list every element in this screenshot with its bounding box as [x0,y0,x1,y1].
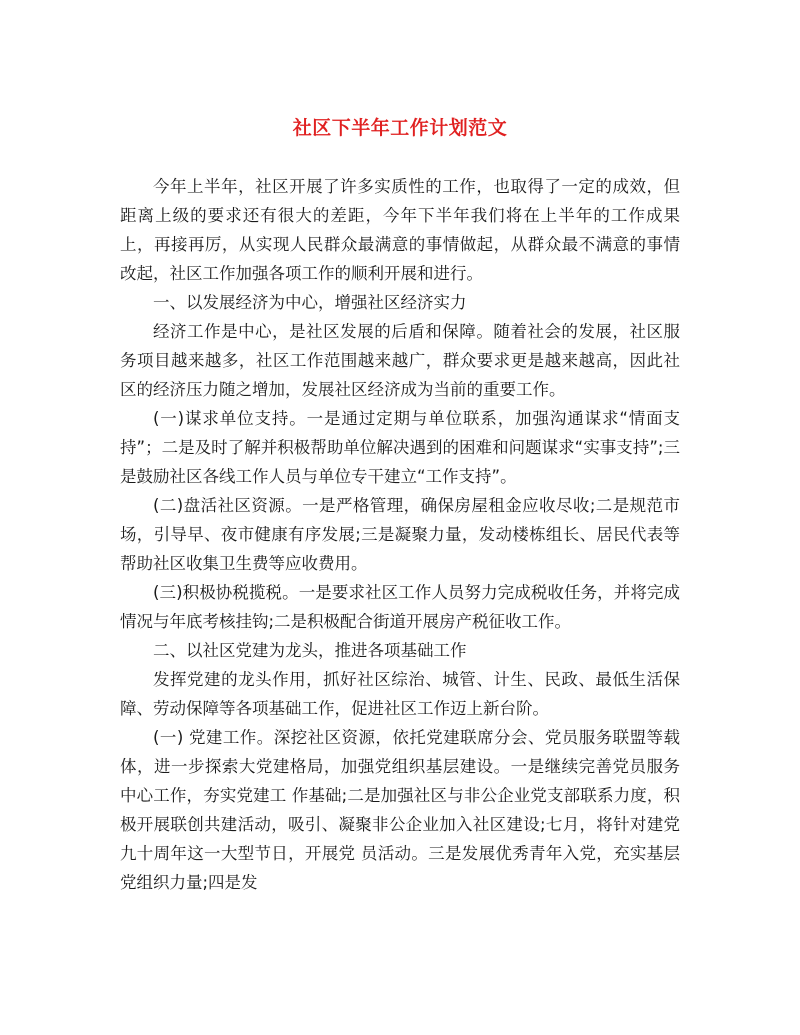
section-heading-party: 二、以社区党建为龙头，推进各项基础工作 [153,641,467,660]
paragraph-resources: (二)盘活社区资源。一是严格管理，确保房屋租金应收尽收;二是规范市场，引导早、夜市健康有序发展;三是凝聚力量，发动楼栋组长、居民代表等帮助社区收集卫生费等应收费用。 [120,496,680,573]
paragraph-tax: (三)积极协税揽税。一是要求社区工作人员努力完成税收任务，并将完成情况与年底考核挂钩;二是积极配合街道开展房产税征收工作。 [120,583,680,631]
paragraph-intro: 今年上半年，社区开展了许多实质性的工作，也取得了一定的成效，但距离上级的要求还有很大的差距，今年下半年我们将在上半年的工作成果上，再接再厉，从实现人民群众最满意的事情做起，从群众最不满意的事情改起，社区工作加强各项工作的顺利开展和进行。 [120,177,680,283]
paragraph-party-work: (一) 党建工作。深挖社区资源，依托党建联席分会、党员服务联盟等载体，进一步探索大党建格局，加强党组织基层建设。一是继续完善党员服务中心工作，夯实党建工 作基础;二是加强社区与非公企业党支部联系力度，积极开展联创共建活动，吸引、凝聚非公企业加入社区建设;七月，将针对建党九十周年这一大型节日，开展党 员活动。三是发展优秀青年入党，充实基层党组织力量;四是发 [120,728,680,892]
paragraph-party-intro: 发挥党建的龙头作用，抓好社区综治、城管、计生、民政、最低生活保障、劳动保障等各项基础工作，促进社区工作迈上新台阶。 [120,670,680,718]
section-heading-economy: 一、以发展经济为中心，增强社区经济实力 [153,293,467,312]
document-body [120,172,680,897]
paragraph-unit-support: (一)谋求单位支持。一是通过定期与单位联系，加强沟通谋求“情面支持”；二是及时了解并积极帮助单位解决遇到的困难和问题谋求“实事支持”;三是鼓励社区各线工作人员与单位专干建立“工作支持”。 [120,409,680,486]
document-title: 社区下半年工作计划范文 [292,117,508,139]
paragraph-economy: 经济工作是中心，是社区发展的后盾和保障。随着社会的发展，社区服务项目越来越多，社区工作范围越来越广，群众要求更是越来越高，因此社区的经济压力随之增加，发展社区经济成为当前的重要工作。 [120,322,680,399]
